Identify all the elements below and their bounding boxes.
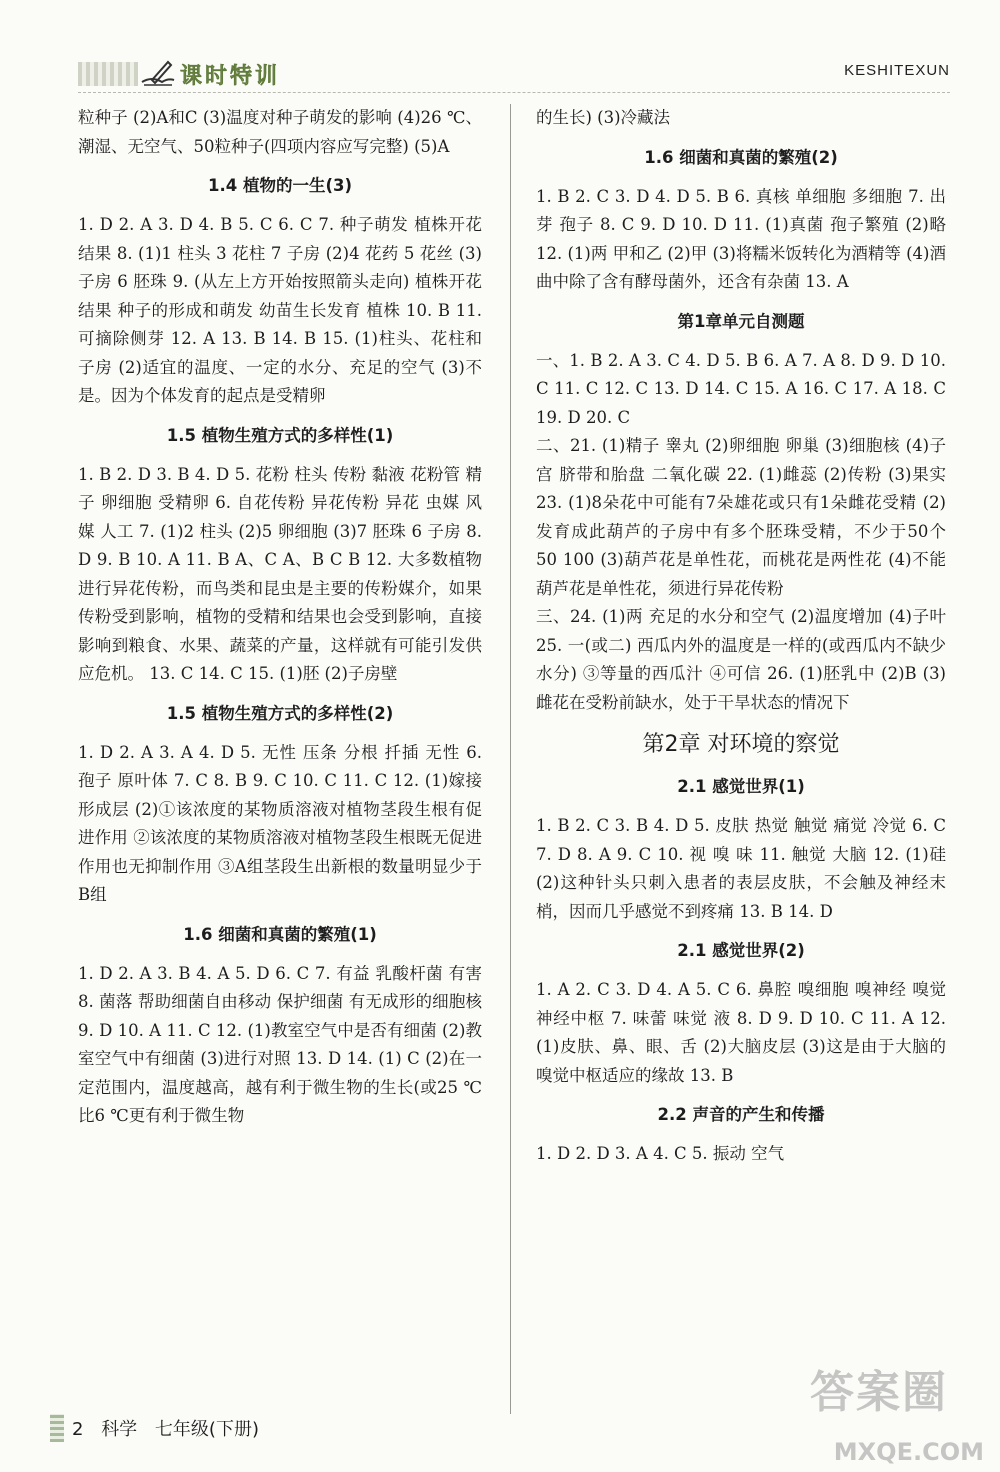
answer-paragraph: 三、24. (1)两 充足的水分和空气 (2)温度增加 (4)子叶 25. 一(或二) 西瓜内外的温度是一样的(或西瓜内不缺少水分) ③等量的西瓜汁 ④可信 26. (1)胚乳中 (2)B (3)雌花在受粉前缺水，处于干旱状态的情况下 [536,607,946,712]
pen-book-icon [138,58,178,90]
chapter-heading: 第2章 对环境的察觉 [642,732,840,757]
footer-info [72,1415,271,1441]
answer-paragraph: 1. D 2. A 3. B 4. A 5. D 6. C 7. 有益 乳酸杆菌 有害 8. 菌落 帮助细菌自由移动 保护细菌 有无成形的细胞核 9. D 10. A 11. C 12. (1)教室空气中是否有细菌 (2)教室空气中有细菌 (3)进行对照 13. D 14. (1) C (2)在一定范围内，温度越高，越有利于微生物的生长(或25 ℃比6 ℃更有利于微生物 [78,963,482,1125]
answer-paragraph: 1. B 2. D 3. B 4. D 5. 花粉 柱头 传粉 黏液 花粉管 精子 卵细胞 受精卵 6. 自花传粉 异花传粉 异花 虫媒 风媒 人工 7. (1)2 柱头 (2)5 卵细胞 (3)7 胚珠 6 子房 8. D 9. B 10. A 11. B A、C A、B C B 12. 大多数植物进行异花传粉，而鸟类和昆虫是主要的传粉媒介，如果传粉受到影响，植物的受精和结果也会受到影响，直接影响到粮食、水果、蔬菜的产量，这样就有可能引发供应危机。 13. C 14. C 15. (1)胚 (2)子房壁 [78,464,482,683]
left-column [78,104,482,1131]
answer-paragraph: 1. D 2. A 3. A 4. D 5. 无性 压条 分根 扦插 无性 6. 孢子 原叶体 7. C 8. B 9. C 10. C 11. C 12. (1)嫁接 形成层 (2)①该浓度的某物质溶液对植物茎段生根有促进作用 ②该浓度的某物质溶液对植物茎段生根既无促进作用也无抑制作用 ③A组茎段生出新根的数量明显少于B组 [78,742,482,904]
brand-logo [78,58,280,90]
page-header [0,0,1000,100]
watermark-text: 答案圈 [810,1367,948,1418]
answer-paragraph: 二、21. (1)精子 睾丸 (2)卵细胞 卵巢 (3)细胞核 (4)子宫 脐带和胎盘 二氧化碳 22. (1)雌蕊 (2)传粉 (3)果实 23. (1)8朵花中可能有7朵雄花或只有1朵雌花受精 (2)发育成此葫芦的子房中有多个胚珠受精，不少于50个 50 100 (3)葫芦花是单性花，而桃花是两性花 (4)不能 葫芦花是单性花，须进行异花传粉 [536,436,946,598]
answer-paragraph: 1. B 2. C 3. D 4. D 5. B 6. 真核 单细胞 多细胞 7. 出芽 孢子 8. C 9. D 10. D 11. (1)真菌 孢子繁殖 (2)略 12. (1)两 甲和乙 (2)甲 (3)将糯米饭转化为酒精等 (4)酒曲中除了含有酵母菌外，还含有杂菌 13. A [536,186,946,291]
subject-label: 科学 [101,1419,138,1440]
decorative-stripe [50,1414,64,1442]
answer-paragraph: 1. B 2. C 3. B 4. D 5. 皮肤 热觉 触觉 痛觉 冷觉 6. C 7. D 8. A 9. C 10. 视 嗅 味 11. 触觉 大脑 12. (1)硅 (2)这种针头只刺入患者的表层皮肤，不会触及神经末梢，因而几乎感觉不到疼痛 13. B 14. D [536,816,946,921]
answer-paragraph: 1. D 2. A 3. D 4. B 5. C 6. C 7. 种子萌发 植株开花结果 8. (1)1 柱头 3 花柱 7 子房 (2)4 花药 5 花丝 (3)子房 6 胚珠 9. (从左上方开始按照箭头走向) 植株开花结果 种子的形成和萌发 幼苗生长发育 植株 10. B 11. 可摘除侧芽 12. A 13. B 14. B 15. (1)柱头、花柱和子房 (2)适宜的温度、一定的水分、充足的空气 (3)不是。因为个体发育的起点是受精卵 [78,215,483,405]
page-footer [50,1410,271,1446]
brand-title: 课时特训 [180,63,281,89]
answer-paragraph: 1. D 2. D 3. A 4. C 5. 振动 空气 [536,1144,785,1163]
answer-paragraph: 的生长) (3)冷藏法 [536,108,671,127]
header-divider [78,92,950,93]
answer-paragraph: 1. A 2. C 3. D 4. A 5. C 6. 鼻腔 嗅细胞 嗅神经 嗅觉神经中枢 7. 味蕾 味觉 液 8. D 9. D 10. C 11. A 12. (1)皮肤、鼻、眼、舌 (2)大脑皮层 (3)这是由于大脑的嗅觉中枢适应的缘故 13. B [536,980,946,1085]
page-number: 2 [72,1419,84,1440]
column-divider [510,104,511,1414]
section-heading: 1.5 植物生殖方式的多样性(1) [166,425,394,445]
decorative-stripe [78,62,138,86]
grade-label: 七年级(下册) [154,1419,259,1440]
section-heading: 1.6 细菌和真菌的繁殖(1) [183,924,377,944]
section-heading: 1.5 植物生殖方式的多样性(2) [166,703,394,723]
series-code: KESHITEXUN [844,62,950,79]
watermark [810,1356,990,1466]
section-heading: 2.1 感觉世界(2) [677,941,805,960]
section-heading: 2.2 声音的产生和传播 [657,1105,825,1124]
right-column [536,104,946,1169]
section-heading: 1.4 植物的一生(3) [207,176,353,195]
section-heading: 1.6 细菌和真菌的繁殖(2) [644,147,838,167]
answer-paragraph: 一、1. B 2. A 3. C 4. D 5. B 6. A 7. A 8. D 9. D 10. C 11. C 12. C 13. D 14. C 15. A 16. C 17. A 18. C 19. D 20. C [536,350,946,427]
section-heading: 第1章单元自测题 [677,311,805,331]
section-heading: 2.1 感觉世界(1) [677,777,805,796]
answer-paragraph: 粒种子 (2)A和C (3)温度对种子萌发的影响 (4)26 ℃、潮湿、无空气、50粒种子(四项内容应写完整) (5)A [78,108,482,156]
watermark-url: MXQE.COM [833,1438,984,1466]
